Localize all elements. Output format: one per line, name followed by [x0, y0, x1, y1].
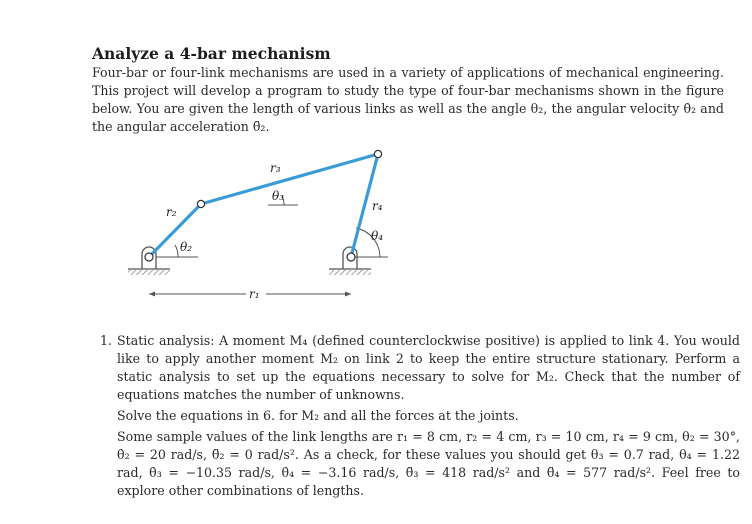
four-bar-figure	[120, 144, 390, 312]
ground-pivot-right	[347, 253, 355, 261]
label-theta3: θ₃	[272, 189, 285, 203]
intro-paragraph: Four-bar or four-link mechanisms are used in a variety of applications of mechanical engineering. This project will develop a program to study the type of four-bar mechanisms shown in the figure below. You are given the length of various links as well as the angle θ₂, the angular velocity θ̇₂ and the angular acceleration θ̈₂.	[92, 65, 724, 134]
theta2-arc	[175, 245, 178, 257]
item-paragraph-static-analysis: Static analysis: A moment M₄ (defined counterclockwise positive) is applied to link 4. You would like to apply another moment M₂ on link 2 to keep the entire structure stationary. Perform a static analysis to set up the equations necessary to solve for M₂. Check that the number of equations matches the number of unknowns.	[117, 333, 740, 402]
joint-r2-r3	[197, 200, 204, 207]
r1-arrow-left	[149, 292, 155, 297]
label-theta4: θ₄	[371, 229, 384, 243]
item-body	[117, 332, 740, 500]
item-paragraph-sample-values: Some sample values of the link lengths are r₁ = 8 cm, r₂ = 4 cm, r₃ = 10 cm, r₄ = 9 cm, θ₂ = 30°, θ̇₂ = 20 rad/s, θ̈₂ = 0 rad/s². As a check, for these values you should get θ₃ = 0.7 rad, θ₄ = 1.22 rad, θ̇₃ = −10.35 rad/s, θ̇₄ = −3.16 rad/s, θ̈₃ = 418 rad/s² and θ̈₄ = 577 rad/s². Feel free to explore other combinations of lengths.	[117, 429, 740, 498]
four-bar-diagram	[120, 144, 390, 312]
link-r3	[201, 154, 378, 204]
label-theta2: θ₂	[180, 240, 193, 254]
item-paragraph-solve: Solve the equations in 6. for M₂ and all the forces at the joints.	[117, 408, 519, 423]
question-list	[100, 332, 740, 500]
r1-arrow-right	[345, 292, 351, 297]
item-number: 1.	[100, 333, 113, 348]
label-r3: r₃	[270, 161, 281, 175]
label-r4: r₄	[372, 199, 383, 213]
joint-r3-r4	[374, 150, 381, 157]
section-title: Analyze a 4-bar mechanism	[92, 44, 331, 63]
ground-pivot-left	[145, 253, 153, 261]
label-r2: r₂	[166, 205, 177, 219]
label-r1: r₁	[249, 287, 260, 301]
